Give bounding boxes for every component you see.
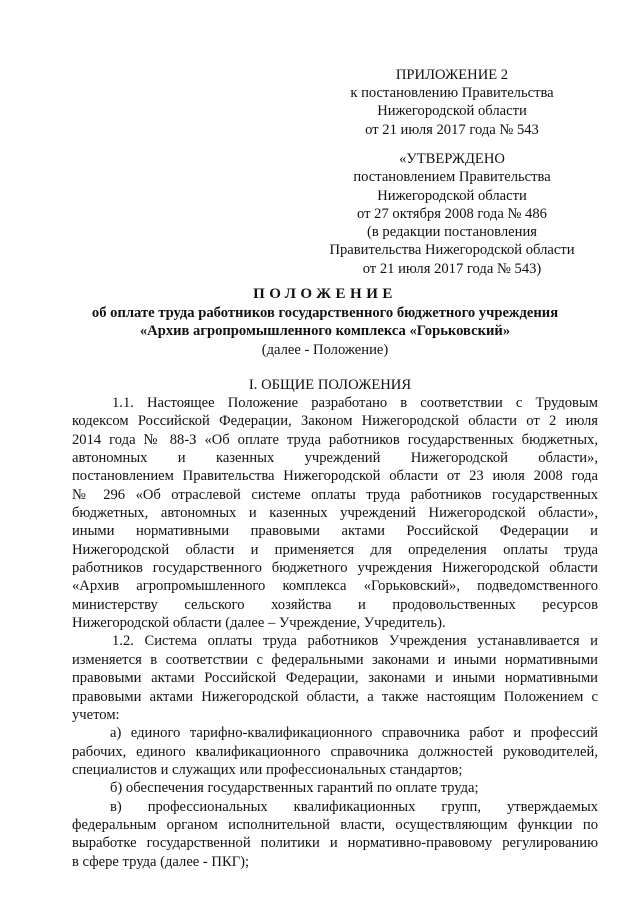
text-line: постановлением Правительства Нижегородской области от 23 июля 2008 года [72, 468, 598, 485]
document-title: ПОЛОЖЕНИЕ [253, 286, 397, 302]
text-line: Нижегородской области (далее – Учреждение, Учредитель). [72, 615, 446, 632]
document-subtitle: «Архив агропромышленного комплекса «Горьковский» [139, 323, 511, 340]
approval-stamp-text [318, 150, 586, 278]
appendix-title: ПРИЛОЖЕНИЕ 2 [395, 67, 509, 83]
text-line: автономных и казенных учреждений Нижегородской области», [72, 450, 598, 467]
text-line: правовыми актами Нижегородской области, а также настоящим Положением с [72, 688, 598, 705]
paragraph-1-2 [72, 632, 598, 724]
approved-line: Нижегородской области [377, 187, 527, 204]
list-item-b [72, 779, 598, 797]
text-line: «Архив агропромышленного комплекса «Горьковский», подведомственного [72, 578, 598, 595]
appendix-line: Нижегородской области [377, 103, 527, 120]
approved-title: «УТВЕРЖДЕНО [399, 151, 505, 167]
list-item-v [72, 798, 598, 871]
text-line: выработке государственной политики и нормативно-правовому регулированию [72, 835, 598, 852]
text-line: кодексом Российской Федерации, Законом Нижегородской области от 2 июля [72, 413, 598, 430]
appendix-line: к постановлению Правительства [350, 85, 554, 102]
text-line: работников государственного бюджетного учреждения Нижегородской области [72, 560, 598, 577]
text-line: бюджетных, автономных и казенных учреждений Нижегородской области», [72, 505, 598, 522]
paragraph-1-1 [72, 394, 598, 632]
text-line: правовыми актами Российской Федерации, законами и иными нормативными [72, 670, 598, 687]
text-line: 2014 года № 88-З «Об оплате труда работников государственных бюджетных, [72, 431, 598, 448]
text-line: Нижегородской области и применяется для определения оплаты труда [72, 541, 598, 558]
text-line: изменяется в соответствии с федеральными законами и иными нормативными [72, 651, 598, 668]
text-line: рабочих, единого квалификационного справочника должностей руководителей, [72, 743, 598, 760]
section-heading: I. ОБЩИЕ ПОЛОЖЕНИЯ [248, 377, 412, 393]
approved-line: постановлением Правительства [353, 169, 551, 186]
text-line: специалистов и служащих или профессиональных стандартов; [72, 761, 463, 778]
text-line: учетом: [72, 706, 120, 723]
approved-line: (в редакции постановления [367, 224, 537, 241]
approved-line: Правительства Нижегородской области [329, 242, 575, 259]
approved-line: от 27 октября 2008 года № 486 [357, 205, 547, 222]
text-line: в сфере труда (далее - ПКГ); [72, 853, 250, 870]
text-line: 1.1. Настоящее Положение разработано в соответствии с Трудовым [112, 395, 598, 411]
list-item-a [72, 724, 598, 779]
document-body [72, 394, 598, 871]
text-line: иными нормативными правовыми актами Российской Федерации и [72, 523, 598, 540]
document-title-note: (далее - Положение) [261, 341, 389, 358]
text-line: в) профессиональных квалификационных групп, утверждаемых [110, 798, 598, 815]
text-line: министерству сельского хозяйства и продовольственных ресурсов [72, 596, 598, 613]
text-line: № 296 «Об отраслевой системе оплаты труда работников государственных [72, 486, 598, 503]
text-line: 1.2. Система оплаты труда работников Учреждения устанавливается и [112, 633, 598, 650]
approved-line: от 21 июля 2017 года № 543) [362, 260, 542, 277]
text-line: б) обеспечения государственных гарантий по оплате труда; [110, 780, 479, 797]
text-line: федеральным органом исполнительной власти, осуществляющим функции по [72, 816, 598, 833]
appendix-line: от 21 июля 2017 года № 543 [365, 121, 539, 138]
document-title-block [60, 285, 590, 359]
document-subtitle: об оплате труда работников государственного бюджетного учреждения [91, 304, 559, 321]
appendix-header [330, 66, 574, 139]
text-line: а) единого тарифно-квалификационного справочника работ и профессий [110, 725, 598, 742]
